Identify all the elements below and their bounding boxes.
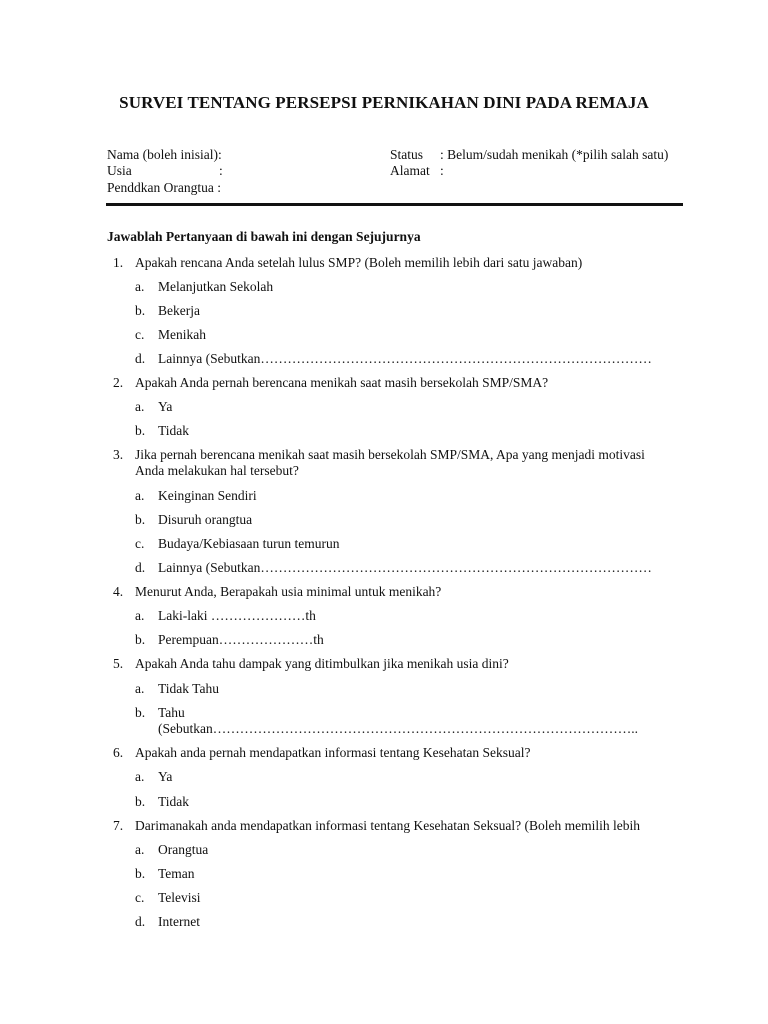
option-letter: b. [135,303,146,318]
option-text: Budaya/Kebiasaan turun temurun [158,536,340,551]
option-text: Melanjutkan Sekolah [158,279,274,294]
option-letter: a. [135,488,145,503]
option-letter: b. [135,632,146,647]
option-text: Ya [158,769,173,784]
question-text-line2: Anda melakukan hal tersebut? [135,463,299,478]
question-text: Apakah Anda tahu dampak yang ditimbulkan jika menikah usia dini? [135,656,509,671]
option-letter: b. [135,705,146,720]
option-letter: a. [135,769,145,784]
option-letter: c. [135,890,145,905]
question-text: Apakah anda pernah mendapatkan informasi tentang Kesehatan Seksual? [135,745,531,760]
option-text: Disuruh orangtua [158,512,253,527]
option-text: Bekerja [158,303,200,318]
option-letter: d. [135,560,146,575]
option-letter: a. [135,681,145,696]
option-text: Ya [158,399,173,414]
option-letter: c. [135,536,145,551]
name-label: Nama (boleh inisial): [107,147,222,162]
option-text: Tahu [158,705,185,720]
option-text: Lainnya (Sebutkan…………………………………………………………………………… [158,351,652,366]
option-text: Tidak [158,794,190,809]
option-letter: a. [135,279,145,294]
question-text: Darimanakah anda mendapatkan informasi tentang Kesehatan Seksual? (Boleh memilih lebih [135,818,640,833]
option-letter: a. [135,399,145,414]
address-label: Alamat [390,163,430,178]
option-letter: b. [135,866,146,881]
option-letter: b. [135,423,146,438]
question-number: 7. [113,818,124,833]
option-letter: a. [135,842,145,857]
option-letter: a. [135,608,145,623]
option-letter: b. [135,512,146,527]
option-letter: d. [135,914,146,929]
age-label: Usia [107,163,132,178]
age-colon: : [219,163,223,178]
option-text: Lainnya (Sebutkan…………………………………………………………………………… [158,560,652,575]
question-text: Apakah rencana Anda setelah lulus SMP? (Boleh memilih lebih dari satu jawaban) [135,255,583,270]
question-number: 3. [113,447,124,462]
question-number: 1. [113,255,124,270]
option-text: Keinginan Sendiri [158,488,257,503]
option-text: Internet [158,914,200,929]
option-text: Teman [158,866,195,881]
parent-education-label: Penddkan Orangtua : [107,180,221,195]
question-number: 6. [113,745,124,760]
question-text: Menurut Anda, Berapakah usia minimal untuk menikah? [135,584,442,599]
option-text: Orangtua [158,842,209,857]
option-text: Laki-laki …………………th [158,608,316,623]
option-text-line2: (Sebutkan………………………………………………………………………………….. [158,721,638,736]
question-number: 2. [113,375,124,390]
page-title: SURVEI TENTANG PERSEPSI PERNIKAHAN DINI PADA REMAJA [119,93,649,112]
option-text: Perempuan…………………th [158,632,324,647]
question-text: Apakah Anda pernah berencana menikah saat masih bersekolah SMP/SMA? [135,375,549,390]
divider-line [106,203,683,206]
option-letter: b. [135,794,146,809]
question-number: 5. [113,656,124,671]
option-text: Tidak Tahu [158,681,219,696]
option-letter: d. [135,351,146,366]
option-text: Televisi [158,890,201,905]
option-text: Menikah [158,327,206,342]
instruction-text: Jawablah Pertanyaan di bawah ini dengan Sejujurnya [107,229,421,244]
question-number: 4. [113,584,124,599]
status-value: : Belum/sudah menikah (*pilih salah satu) [440,147,669,162]
option-letter: c. [135,327,145,342]
option-text: Tidak [158,423,190,438]
status-label: Status [390,147,424,162]
question-text: Jika pernah berencana menikah saat masih bersekolah SMP/SMA, Apa yang menjadi motivasi [135,447,645,462]
address-colon: : [440,163,444,178]
